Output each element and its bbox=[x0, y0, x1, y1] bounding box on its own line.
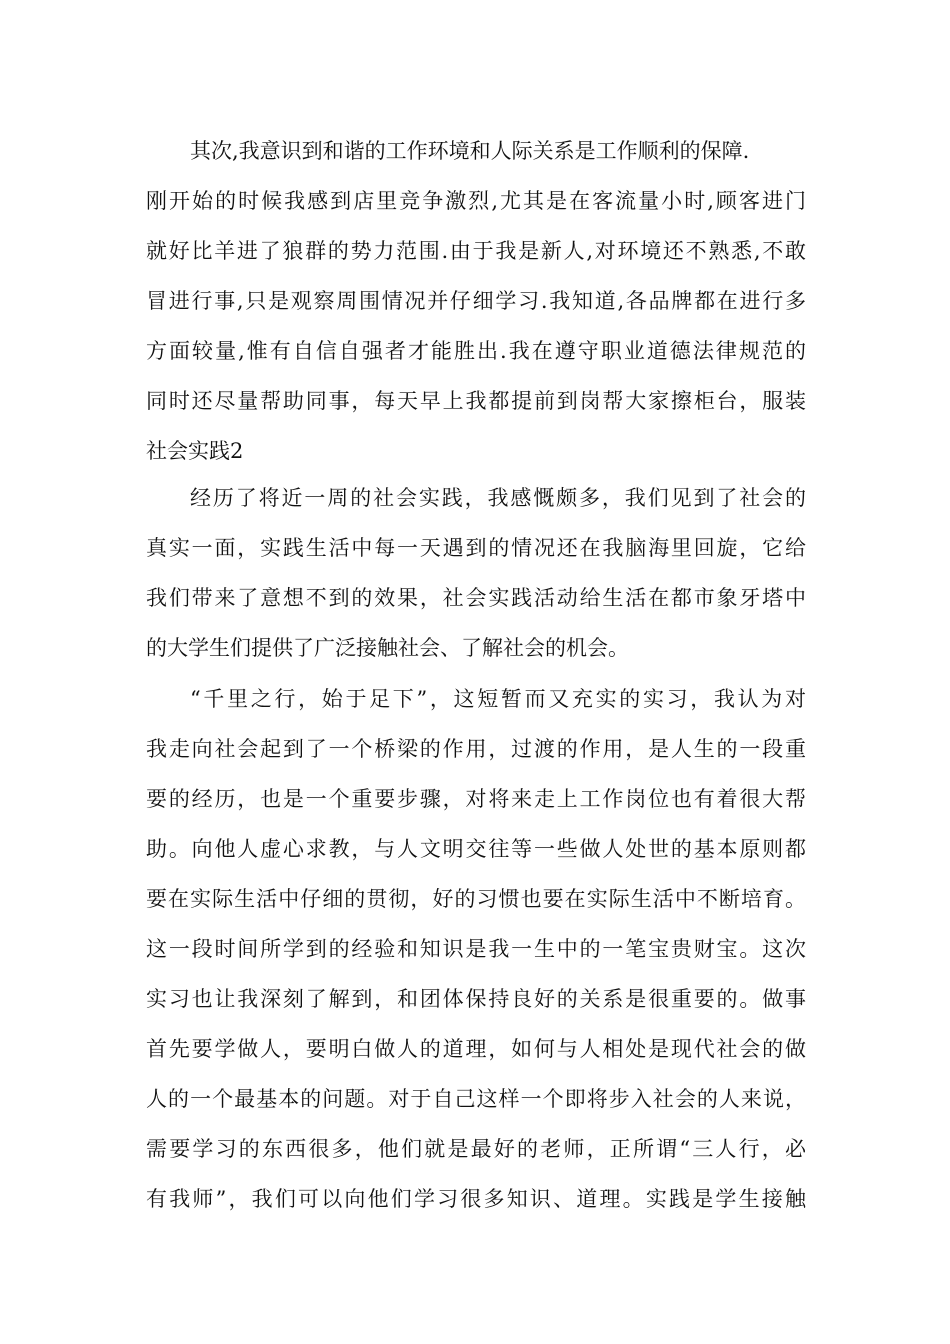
text-line: 要的经历，也是一个重要步骤，对将来走上工作岗位也有着很大帮 bbox=[146, 787, 806, 811]
section-heading: 社会实践2 bbox=[146, 439, 244, 463]
text-line: 需要学习的东西很多，他们就是最好的老师，正所谓“三人行，必 bbox=[146, 1137, 806, 1161]
text-line: 真实一面，实践生活中每一天遇到的情况还在我脑海里回旋，它给 bbox=[146, 536, 806, 560]
text-line: 其次,我意识到和谐的工作环境和人际关系是工作顺利的保障. bbox=[190, 139, 750, 163]
text-line: 刚开始的时候我感到店里竞争激烈,尤其是在客流量小时,顾客进门 bbox=[146, 189, 806, 213]
text-line: 我走向社会起到了一个桥梁的作用，过渡的作用，是人生的一段重 bbox=[146, 737, 806, 761]
text-line: 实习也让我深刻了解到，和团体保持良好的关系是很重要的。做事 bbox=[146, 987, 806, 1011]
text-line: 就好比羊进了狼群的势力范围.由于我是新人,对环境还不熟悉,不敢 bbox=[146, 239, 806, 263]
text-line: 经历了将近一周的社会实践，我感慨颇多，我们见到了社会的 bbox=[190, 486, 806, 510]
text-line: “千里之行，始于足下”，这短暂而又充实的实习，我认为对 bbox=[190, 687, 806, 711]
text-line: 有我师”，我们可以向他们学习很多知识、道理。实践是学生接触 bbox=[146, 1187, 806, 1211]
text-line: 首先要学做人，要明白做人的道理，如何与人相处是现代社会的做 bbox=[146, 1037, 806, 1061]
text-line: 方面较量,惟有自信自强者才能胜出.我在遵守职业道德法律规范的 bbox=[146, 339, 806, 363]
text-line: 冒进行事,只是观察周围情况并仔细学习.我知道,各品牌都在进行多 bbox=[146, 289, 806, 313]
text-line: 同时还尽量帮助同事，每天早上我都提前到岗帮大家擦柜台，服装 bbox=[146, 389, 806, 413]
text-line: 的大学生们提供了广泛接触社会、了解社会的机会。 bbox=[146, 636, 629, 660]
text-line: 这一段时间所学到的经验和知识是我一生中的一笔宝贵财宝。这次 bbox=[146, 937, 806, 961]
text-line: 要在实际生活中仔细的贯彻，好的习惯也要在实际生活中不断培育。 bbox=[146, 887, 806, 911]
text-line: 人的一个最基本的问题。对于自己这样一个即将步入社会的人来说， bbox=[146, 1087, 806, 1111]
text-line: 助。向他人虚心求教，与人文明交往等一些做人处世的基本原则都 bbox=[146, 837, 806, 861]
text-line: 我们带来了意想不到的效果，社会实践活动给生活在都市象牙塔中 bbox=[146, 586, 806, 610]
